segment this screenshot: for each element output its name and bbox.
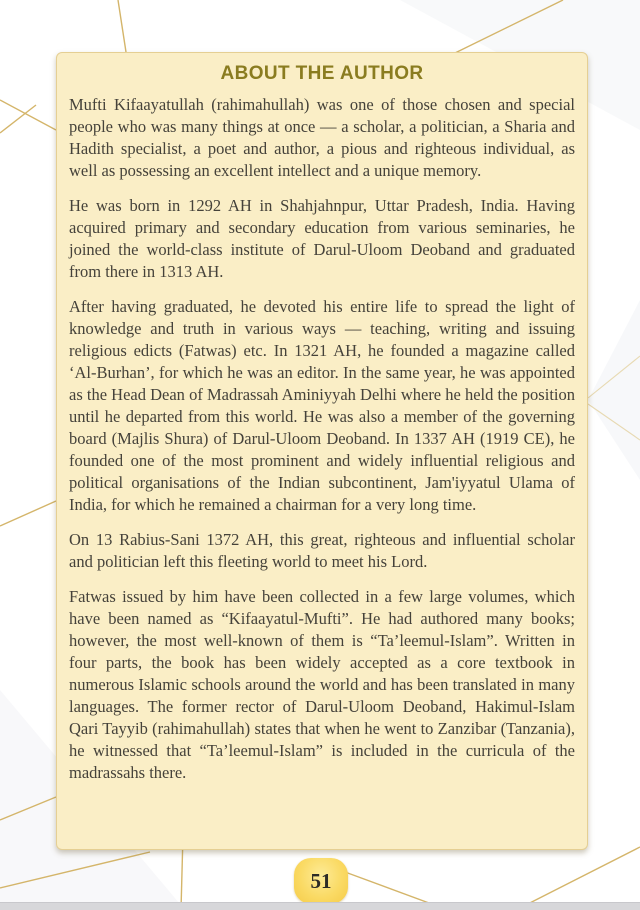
- bottom-edge-strip: [0, 902, 640, 910]
- decor-polygon: [588, 300, 640, 480]
- page-title: ABOUT THE AUTHOR: [220, 63, 424, 84]
- paragraph-birth-education: He was born in 1292 AH in Shahjahnpur, Uttar Pradesh, India. Having acquired primary and secondary education from various seminaries, he joined the world-class institute of Darul-Uloom Deoband and graduated from there in 1313 AH.: [69, 196, 575, 281]
- page-number: 51: [310, 868, 332, 893]
- paragraph-works: Fatwas issued by him have been collected in a few large volumes, which have been named as “Kifaayatul-Mufti”. He had authored many books; however, the most well-known of them is “Ta’leemul-Islam”. Written in four parts, the book has been widely accepted as a core textbook in numerous Islamic schools around the world and has been translated in many languages. The former rector of Darul-Uloom Deoband, Hakimul-Islam Qari Tayyib (rahimahullah) states that when he went to Zanzibar (Tanzania), he witnessed that “Ta’leemul-Islam” is included in the curricula of the madrassahs there.: [69, 587, 575, 782]
- paragraph-death: On 13 Rabius-Sani 1372 AH, this great, righteous and influential scholar and politician left this fleeting world to meet his Lord.: [69, 530, 575, 571]
- page-number-badge: [294, 858, 348, 904]
- paragraph-career: After having graduated, he devoted his entire life to spread the light of knowledge and truth in various ways — teaching, writing and issuing religious edicts (Fatwas) etc. In 1321 AH, he founded a magazine called ‘Al-Burhan’, for which he was an editor. In the same year, he was appointed as the Head Dean of Madrassah Aminiyyah Delhi where he held the position until he departed from this world. He was also a member of the governing board (Majlis Shura) of Darul-Uloom Deoband. In 1337 AH (1919 CE), he founded one of the most prominent and widely influential religious and political organisations of the Indian subcontinent, Jam'iyyatul Ulama of India, for which he remained a chairman for a very long time.: [69, 297, 575, 514]
- content-card: [56, 52, 588, 850]
- paragraph-intro: Mufti Kifaayatullah (rahimahullah) was one of those chosen and special people who was many things at once — a scholar, a politician, a Sharia and Hadith specialist, a poet and author, a pious and righteous individual, as well as possessing an excellent intellect and a unique memory.: [69, 95, 575, 180]
